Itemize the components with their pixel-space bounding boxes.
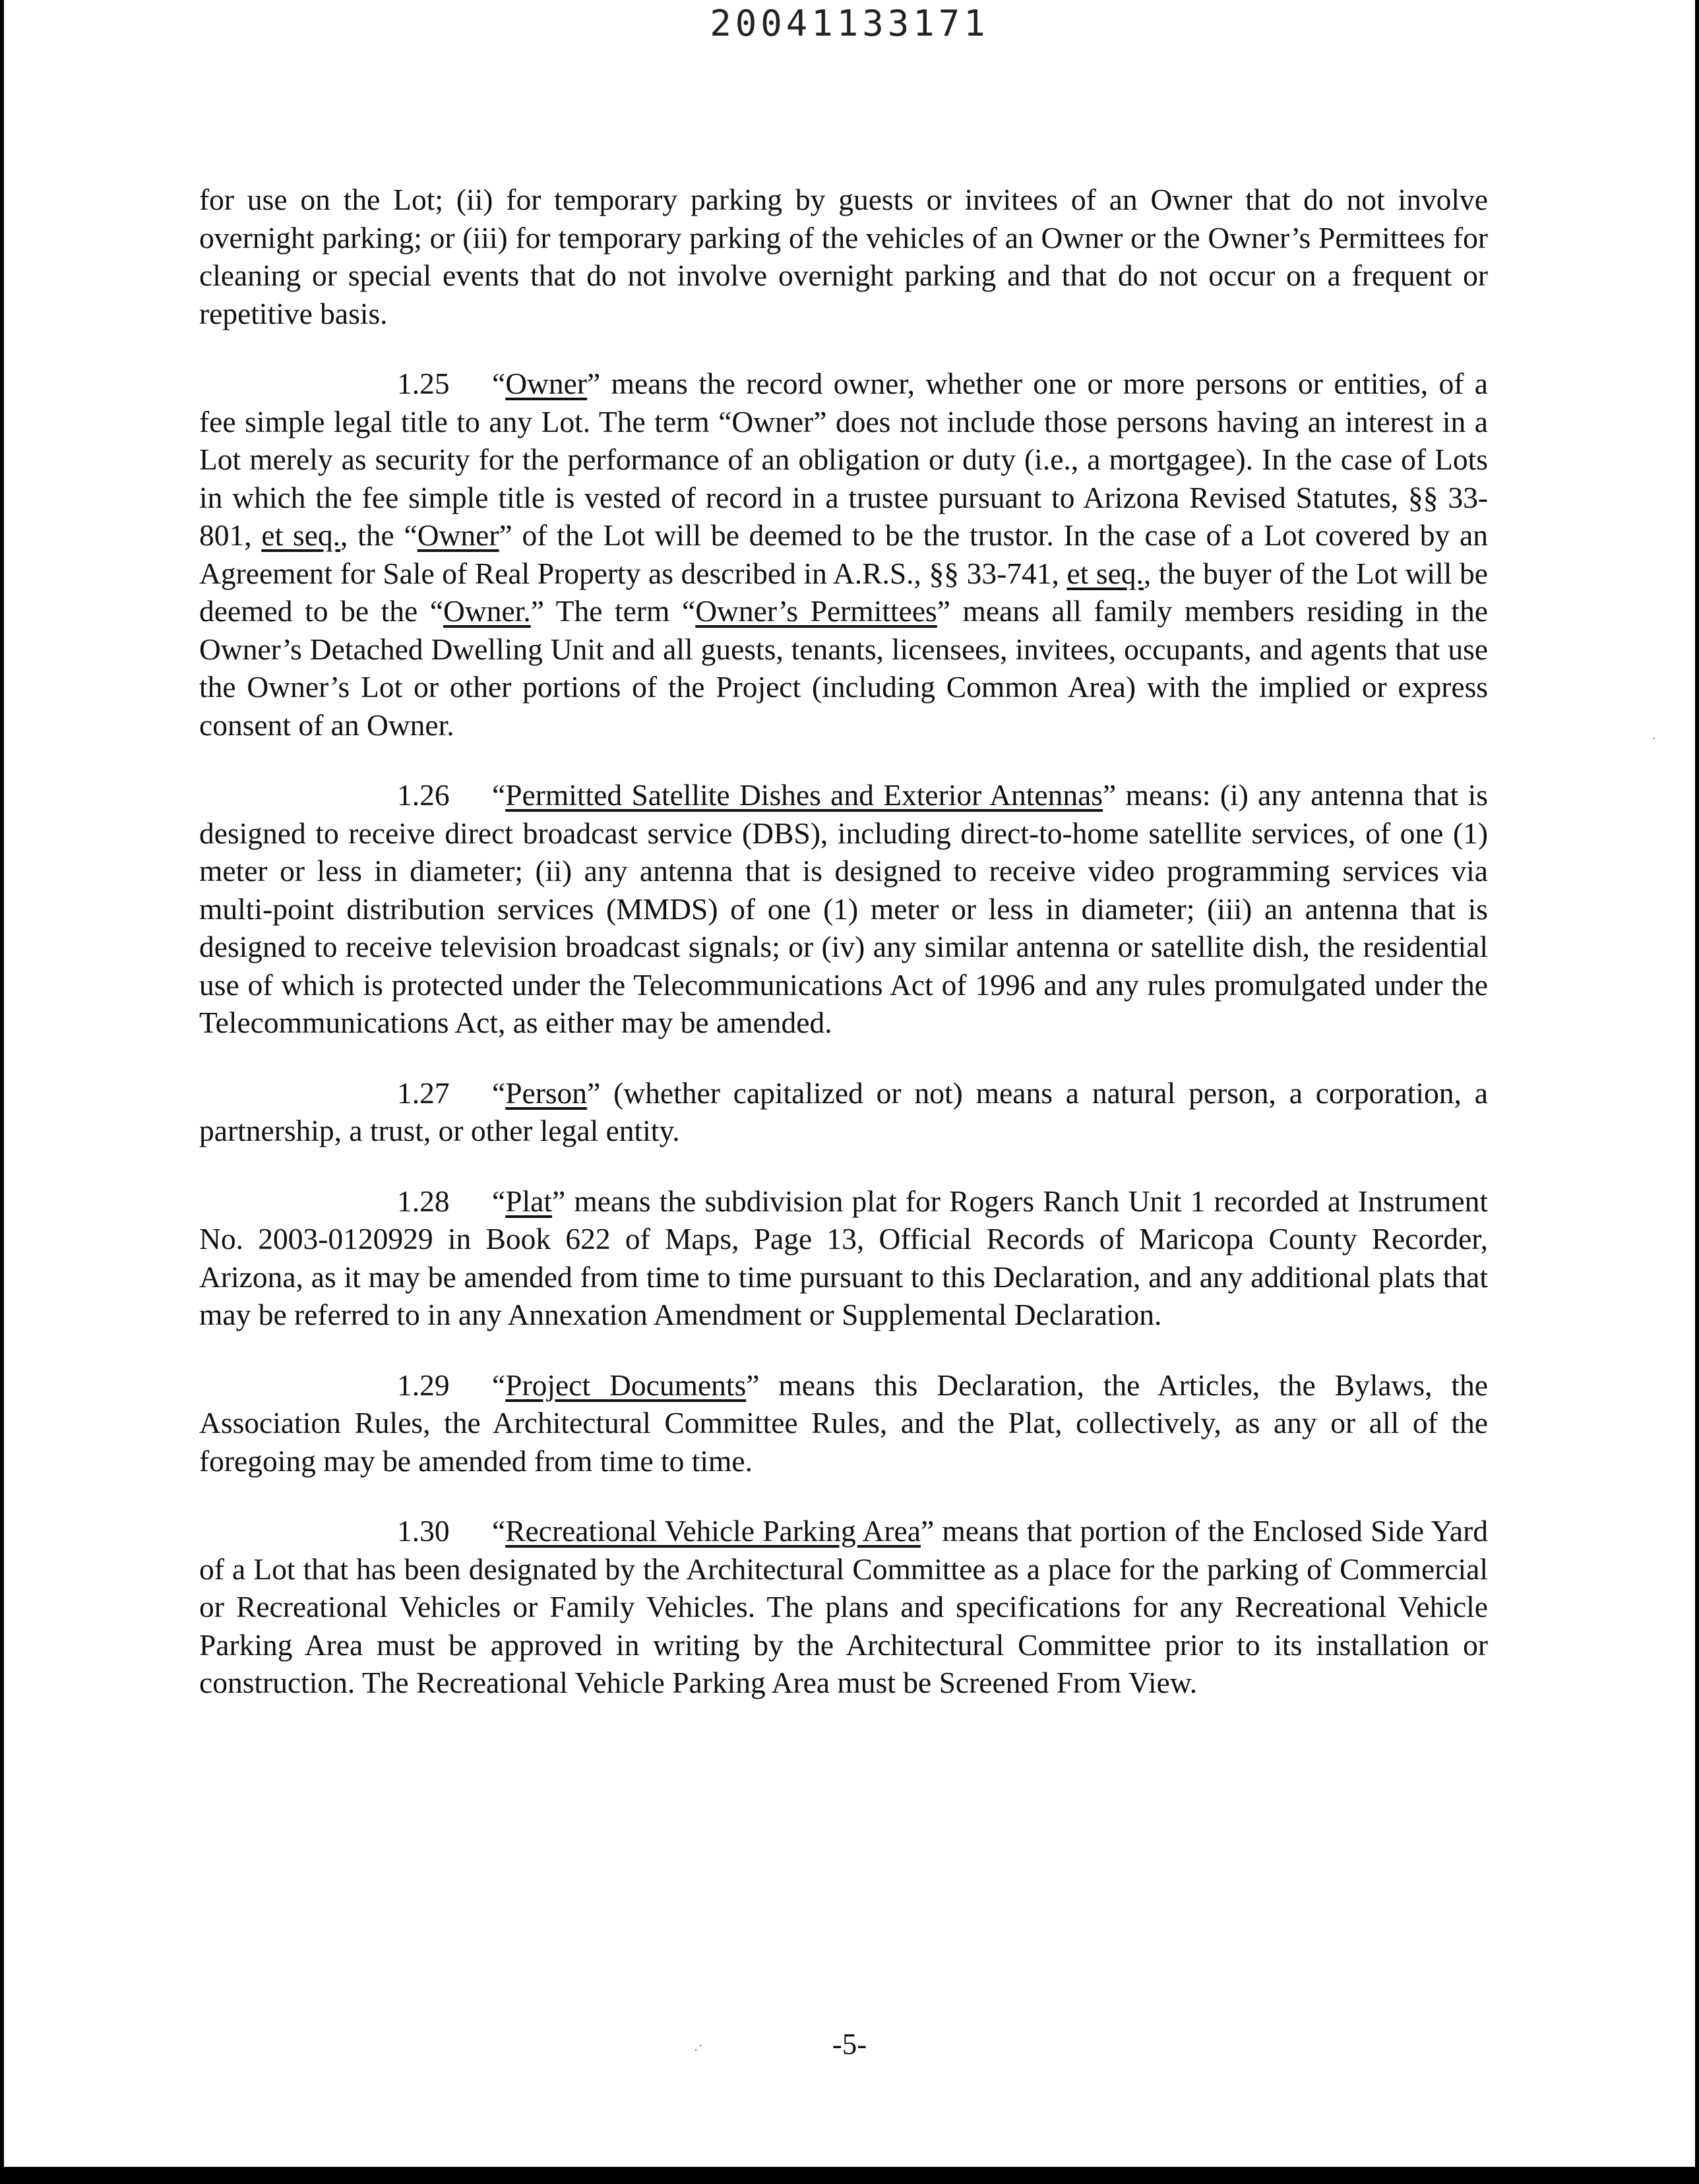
citation-term: et seq. xyxy=(261,518,341,552)
page-number: -5- xyxy=(832,2028,867,2061)
section-1-26: 1.26 “Permitted Satellite Dishes and Exterior Antennas” means: (i) any antenna that is designed to receive direct broadcast service (DBS), including direct-to-home satellite services, of one (1) meter or less in diameter; (ii) any antenna that is designed to receive video programming services via multi-point distribution services (MMDS) of one (1) meter or less in diameter; (iii) an antenna that is designed to receive television broadcast signals; or (iv) any similar antenna or satellite dish, the residential use of which is protected under the Telecommunications Act of 1996 and any rules promulgated under the Telecommunications Act, as either may be amended. xyxy=(199,776,1488,1042)
section-number: 1.30 xyxy=(397,1514,450,1548)
citation-term: et seq. xyxy=(1066,556,1144,590)
document-body xyxy=(199,181,1488,1734)
section-number: 1.27 xyxy=(397,1076,450,1110)
section-number: 1.28 xyxy=(397,1184,450,1218)
section-number: 1.26 xyxy=(397,778,450,812)
section-number: 1.29 xyxy=(397,1368,450,1402)
defined-term: Permitted Satellite Dishes and Exterior Antennas xyxy=(505,778,1103,812)
scan-border-left xyxy=(0,0,4,2184)
defined-term: Owner xyxy=(417,518,499,552)
defined-term: Owner xyxy=(505,367,588,400)
scan-speck: · xyxy=(1652,731,1657,748)
defined-term: Person xyxy=(505,1076,588,1110)
defined-term: Project Documents xyxy=(505,1368,747,1402)
section-1-29: 1.29 “Project Documents” means this Declaration, the Articles, the Bylaws, the Association Rules, the Architectural Committee Rules, and the Plat, collectively, as any or all of the foregoing may be amended from time to time. xyxy=(199,1366,1488,1480)
recording-number: 20041133171 xyxy=(710,3,989,44)
defined-term: Recreational Vehicle Parking Area xyxy=(505,1514,921,1548)
scan-speck: .· xyxy=(694,2038,703,2055)
scan-border-bottom xyxy=(0,2167,1699,2184)
scan-border-right xyxy=(1695,0,1699,2184)
section-1-25: 1.25 “Owner” means the record owner, whether one or more persons or entities, of a fee simple legal title to any Lot. The term “Owner” does not include those persons having an interest in a Lot merely as security for the performance of an obligation or duty (i.e., a mortgagee). In the case of Lots in which the fee simple title is vested of record in a trustee pursuant to Arizona Revised Statutes, §§ 33-801, et seq., the “Owner” of the Lot will be deemed to be the trustor. In the case of a Lot covered by an Agreement for Sale of Real Property as described in A.R.S., §§ 33-741, et seq., the buyer of the Lot will be deemed to be the “Owner.” The term “Owner’s Permittees” means all family members residing in the Owner’s Detached Dwelling Unit and all guests, tenants, licensees, invitees, occupants, and agents that use the Owner’s Lot or other portions of the Project (including Common Area) with the implied or express consent of an Owner. xyxy=(199,365,1488,744)
defined-term: Owner’s Permittees xyxy=(695,594,937,628)
section-1-28: 1.28 “Plat” means the subdivision plat for Rogers Ranch Unit 1 recorded at Instrument No. 2003-0120929 in Book 622 of Maps, Page 13, Official Records of Maricopa County Recorder, Arizona, as it may be amended from time to time pursuant to this Declaration, and any additional plats that may be referred to in any Annexation Amendment or Supplemental Declaration. xyxy=(199,1182,1488,1334)
section-1-30: 1.30 “Recreational Vehicle Parking Area” means that portion of the Enclosed Side Yard of a Lot that has been designated by the Architectural Committee as a place for the parking of Commercial or Recreational Vehicles or Family Vehicles. The plans and specifications for any Recreational Vehicle Parking Area must be approved in writing by the Architectural Committee prior to its installation or construction. The Recreational Vehicle Parking Area must be Screened From View. xyxy=(199,1512,1488,1702)
section-number: 1.25 xyxy=(397,367,450,400)
defined-term: Plat xyxy=(505,1184,552,1218)
section-1-27: 1.27 “Person” (whether capitalized or not) means a natural person, a corporation, a partnership, a trust, or other legal entity. xyxy=(199,1074,1488,1150)
defined-term: Owner. xyxy=(443,594,531,628)
continuation-paragraph: for use on the Lot; (ii) for temporary parking by guests or invitees of an Owner that do not involve overnight parking; or (iii) for temporary parking of the vehicles of an Owner or the Owner’s Permittees for cleaning or special events that do not involve overnight parking and that do not occur on a frequent or repetitive basis. xyxy=(199,183,1488,330)
